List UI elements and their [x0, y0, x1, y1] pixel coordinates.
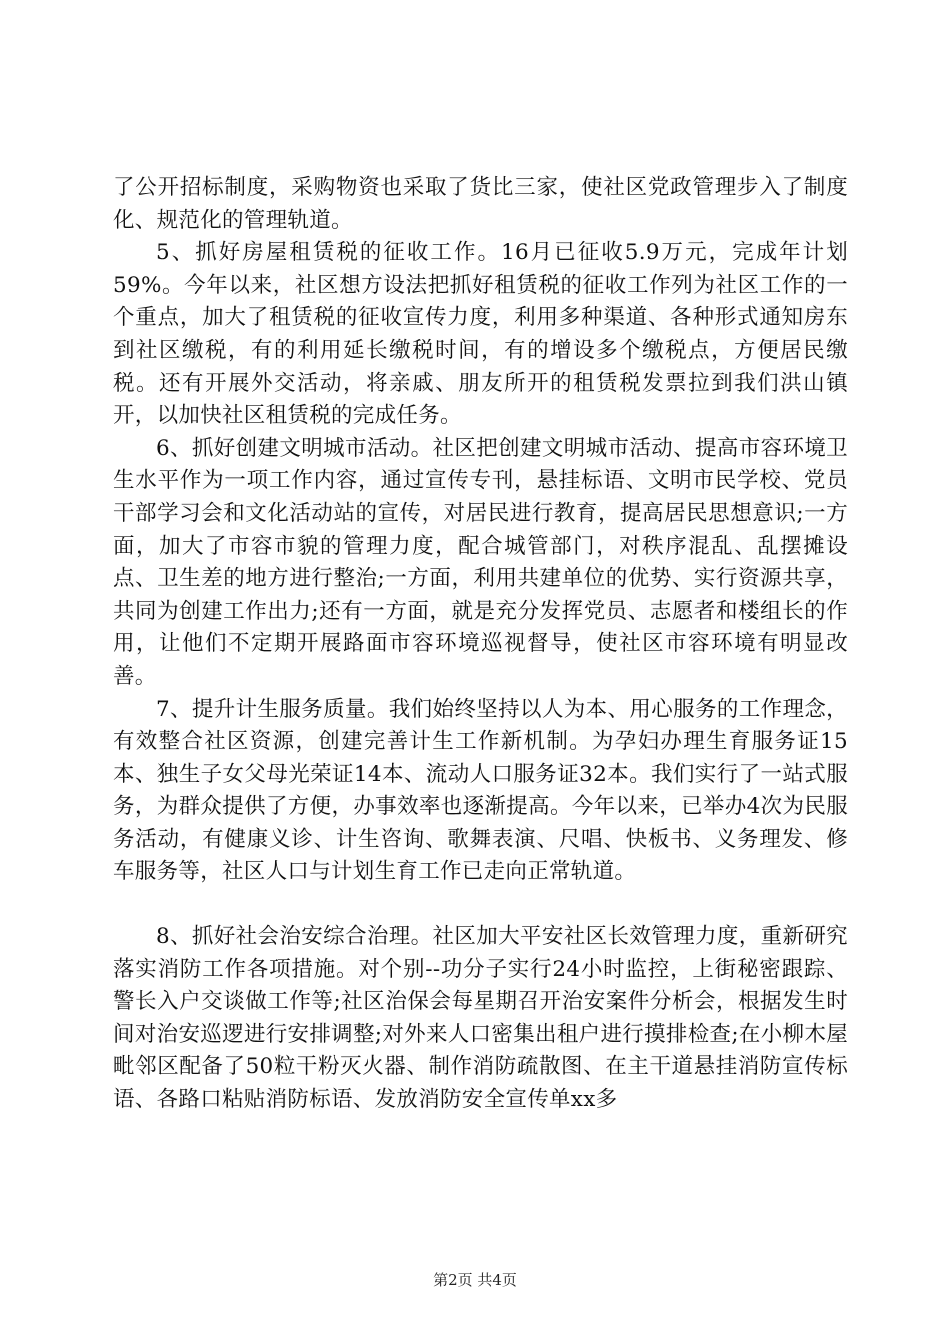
paragraph-public-security: 8、抓好社会治安综合治理。社区加大平安社区长效管理力度，重新研究落实消防工作各项措施。对个别--功分子实行24小时监控，上街秘密跟踪、警长入户交谈做工作等;社区治保会每星期召开治安案件分析会，根据发生时间对治安巡逻进行安排调整;对外来人口密集出租户进行摸排检查;在小柳木屋毗邻区配备了50粒干粉灭火器、制作消防疏散图、在主干道悬挂消防宣传标语、各路口粘贴消防标语、发放消防安全宣传单xx多: [113, 924, 848, 1113]
document-body: [113, 172, 848, 1117]
paragraph-continuation: 了公开招标制度，采购物资也采取了货比三家，使社区党政管理步入了制度化、规范化的管理轨道。: [113, 175, 848, 233]
paragraph-civilized-city: 6、抓好创建文明城市活动。社区把创建文明城市活动、提高市容环境卫生水平作为一项工作内容，通过宣传专刊，悬挂标语、文明市民学校、党员干部学习会和文化活动站的宣传，对居民进行教育，提高居民思想意识;一方面，加大了市容市貌的管理力度，配合城管部门，对秩序混乱、乱摆摊设点、卫生差的地方进行整治;一方面，利用共建单位的优势、实行资源共享，共同为创建工作出力;还有一方面，就是充分发挥党员、志愿者和楼组长的作用，让他们不定期开展路面市容环境巡视督导，使社区市容环境有明显改善。: [113, 435, 848, 689]
paragraph-family-planning: 7、提升计生服务质量。我们始终坚持以人为本、用心服务的工作理念，有效整合社区资源，创建完善计生工作新机制。为孕妇办理生育服务证15本、独生子女父母光荣证14本、流动人口服务证32本。我们实行了一站式服务，为群众提供了方便，办事效率也逐渐提高。今年以来，已举办4次为民服务活动，有健康义诊、计生咨询、歌舞表演、尺唱、快板书、义务理发、修车服务等，社区人口与计划生育工作已走向正常轨道。: [113, 696, 848, 885]
page-footer: 第2页 共4页: [433, 1271, 517, 1289]
paragraph-rental-tax: 5、抓好房屋租赁税的征收工作。16月已征收5.9万元，完成年计划59%。今年以来，社区想方设法把抓好租赁税的征收工作列为社区工作的一个重点，加大了租赁税的征收宣传力度，利用多种渠道、各种形式通知房东到社区缴税，有的利用延长缴税时间，有的增设多个缴税点，方便居民缴税。还有开展外交活动，将亲戚、朋友所开的租赁税发票拉到我们洪山镇开，以加快社区租赁税的完成任务。: [113, 240, 848, 429]
